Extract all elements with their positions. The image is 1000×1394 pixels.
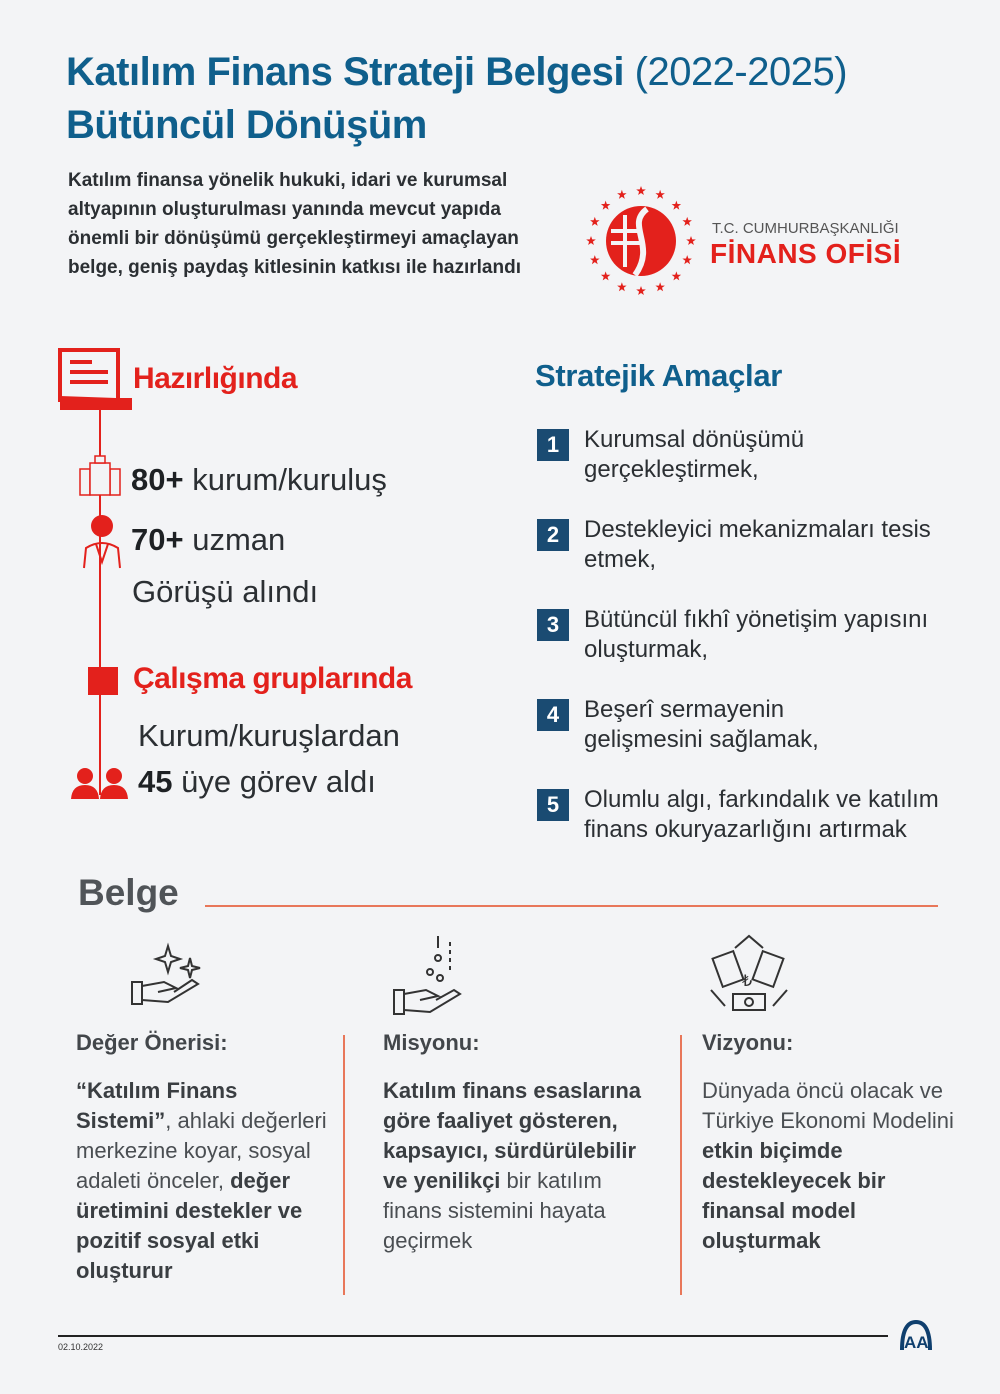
star-icon bbox=[655, 190, 665, 199]
hand-coins-icon bbox=[390, 934, 465, 1018]
value-title: Değer Önerisi: bbox=[76, 1030, 228, 1055]
anadolu-agency-logo-icon bbox=[898, 1318, 934, 1352]
footer-line bbox=[58, 1335, 888, 1337]
star-icon bbox=[682, 255, 692, 264]
star-icon bbox=[586, 236, 596, 245]
star-icon bbox=[672, 201, 682, 210]
value-text-bold: değer üretimini destekler ve pozitif sosyal etki oluşturur bbox=[76, 1168, 303, 1283]
institutions-count: 80+ bbox=[131, 462, 184, 497]
logo-title: FİNANS OFİSİ bbox=[710, 238, 902, 269]
mission-text-bold: Katılım finans esaslarına göre faaliyet gösteren, kapsayıcı, sürdürülebilir ve yenilikçi bbox=[383, 1078, 641, 1193]
finans-ofisi-emblem-icon bbox=[585, 185, 697, 297]
goal-text: Bütüncül fıkhî yönetişim yapısını oluşturmak, bbox=[584, 606, 929, 663]
groups-from-text: Kurum/kuruşlardan bbox=[138, 718, 400, 753]
vision-text-bold: etkin biçimde destekleyecek bir finansal model oluşturmak bbox=[702, 1138, 886, 1253]
group-marker bbox=[88, 667, 118, 695]
groups-heading: Çalışma gruplarında bbox=[133, 662, 412, 695]
star-icon bbox=[672, 271, 682, 280]
institutions-label: kurum/kuruluş bbox=[192, 462, 387, 497]
logo-subtitle: T.C. CUMHURBAŞKANLIĞI bbox=[712, 220, 899, 237]
experts-count: 70+ bbox=[131, 522, 184, 557]
mission-text-regular: bir katılım finans sistemini hayata geçirmek bbox=[383, 1168, 606, 1253]
members-stat bbox=[138, 764, 376, 800]
vision-text bbox=[702, 1076, 967, 1256]
experts-label: uzman bbox=[192, 522, 286, 557]
goal-number: 2 bbox=[537, 519, 569, 551]
mission-column bbox=[383, 1030, 653, 1256]
vision-column bbox=[702, 1030, 967, 1256]
svg-text:₺: ₺ bbox=[742, 971, 753, 990]
star-icon bbox=[590, 255, 600, 264]
goal-text: Destekleyici mekanizmaları tesis etmek, bbox=[584, 516, 931, 573]
goal-text: Beşerî sermayenin gelişmesini sağlamak, bbox=[584, 696, 819, 753]
money-cycle-icon bbox=[705, 934, 793, 1014]
members-label: üye görev aldı bbox=[181, 764, 376, 799]
title-text: Katılım Finans Strateji Belgesi bbox=[66, 50, 624, 94]
star-icon bbox=[617, 282, 627, 291]
document-icon bbox=[58, 348, 134, 412]
mission-title: Misyonu: bbox=[383, 1030, 480, 1055]
building-icon bbox=[78, 455, 122, 497]
expert-person-icon bbox=[80, 512, 124, 570]
value-text bbox=[76, 1076, 331, 1286]
institutions-stat bbox=[131, 462, 387, 498]
star-icon bbox=[682, 217, 692, 226]
page-title bbox=[66, 50, 847, 95]
intro-text: Katılım finansa yönelik hukuki, idari ve kurumsal altyapının oluşturulması yanında mevcut yapıda önemli bir dönüşümü gerçekleştirmeyi amaçlayan belge, geniş paydaş kitlesinin katkısı ile hazırlandı bbox=[68, 170, 521, 278]
star-icon bbox=[636, 186, 646, 195]
vision-text-regular: Dünyada öncü olacak ve Türkiye Ekonomi Modelini bbox=[702, 1078, 954, 1133]
goal-text: Kurumsal dönüşümü gerçekleştirmek, bbox=[584, 426, 805, 483]
members-count: 45 bbox=[138, 764, 173, 799]
vision-title: Vizyonu: bbox=[702, 1030, 794, 1055]
star-icon bbox=[655, 282, 665, 291]
page-subtitle: Bütüncül Dönüşüm bbox=[66, 103, 427, 147]
svg-text:AA: AA bbox=[904, 1333, 929, 1352]
star-icon bbox=[686, 236, 696, 245]
value-proposition-column bbox=[76, 1030, 331, 1286]
star-icon bbox=[617, 190, 627, 199]
value-text-regular: , ahlaki değerleri merkezine koyar, sosyal adaleti önceler, bbox=[76, 1108, 327, 1193]
star-icon bbox=[601, 271, 611, 280]
goal-number: 1 bbox=[537, 429, 569, 461]
goal-text: Olumlu algı, farkındalık ve katılım finans okuryazarlığını artırmak bbox=[584, 786, 939, 843]
goal-number: 5 bbox=[537, 789, 569, 821]
goal-number: 4 bbox=[537, 699, 569, 731]
belge-heading: Belge bbox=[78, 872, 179, 913]
opinion-text: Görüşü alındı bbox=[132, 574, 319, 609]
preparation-heading: Hazırlığında bbox=[133, 362, 298, 395]
star-icon bbox=[601, 201, 611, 210]
experts-stat bbox=[131, 522, 285, 558]
star-icon bbox=[590, 217, 600, 226]
hand-sparkle-icon bbox=[128, 942, 208, 1008]
goals-heading: Stratejik Amaçlar bbox=[535, 358, 783, 393]
people-group-icon bbox=[70, 766, 130, 800]
goal-number: 3 bbox=[537, 609, 569, 641]
value-text-bold: “Katılım Finans Sistemi” bbox=[76, 1078, 238, 1133]
column-divider bbox=[680, 1035, 682, 1295]
belge-divider bbox=[205, 905, 938, 907]
column-divider bbox=[343, 1035, 345, 1295]
mission-text bbox=[383, 1076, 653, 1256]
footer-date: 02.10.2022 bbox=[58, 1342, 104, 1352]
star-icon bbox=[636, 286, 646, 295]
title-years: (2022-2025) bbox=[634, 50, 848, 94]
